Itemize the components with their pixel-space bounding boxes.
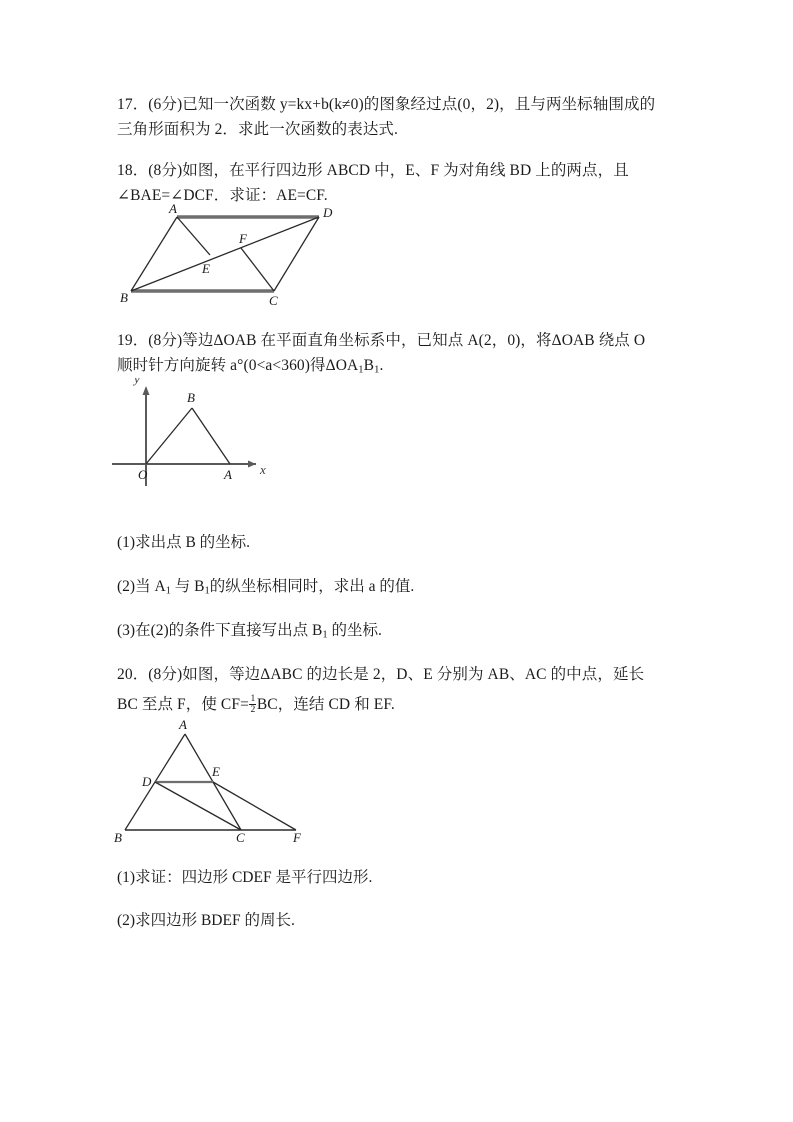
coordinate-axes-triangle-figure	[108, 378, 278, 490]
segment-cd	[155, 782, 241, 830]
question-20-line-1: 20．(8分)如图，等边ΔABC 的边长是 2，D、E 分别为 AB、AC 的中点，延长	[117, 666, 645, 683]
question-19-sub-2-item	[117, 574, 677, 603]
segment-cf	[241, 248, 274, 291]
vertex-label-d: D	[142, 774, 152, 789]
x-axis-label: x	[260, 462, 266, 477]
parallelogram-abcd-figure	[117, 203, 352, 308]
question-18-line-2: ∠BAE=∠DCF．求证：AE=CF.	[117, 187, 328, 204]
vertex-label-c: C	[269, 293, 278, 308]
question-20-sub-1-item	[117, 865, 677, 890]
segment-ob	[146, 408, 192, 464]
question-17-line-2: 三角形面积为 2．求此一次函数的表达式.	[117, 121, 399, 138]
vertex-label-d: D	[323, 205, 333, 220]
question-19-sub-3-post: 的坐标.	[327, 622, 382, 639]
question-19-line-2-mid: B	[363, 357, 375, 374]
vertex-label-a: A	[169, 203, 177, 216]
vertex-label-b: B	[114, 830, 122, 843]
triangle-abc-extended-figure	[113, 718, 313, 843]
question-20-sub-2-text: (2)求四边形 BDEF 的周长.	[117, 912, 295, 929]
y-axis-label: y	[134, 378, 140, 386]
vertex-label-a: A	[179, 718, 187, 732]
segment-dc	[274, 217, 319, 291]
question-19-sub-2-subscript-1: 1	[165, 585, 171, 597]
vertex-label-e: E	[202, 261, 210, 276]
segment-ae	[177, 217, 210, 255]
question-19-line-2-post: .	[379, 357, 384, 374]
question-20	[117, 660, 683, 720]
question-19-sub-1-text: (1)求出点 B 的坐标.	[117, 534, 251, 551]
question-19	[117, 328, 683, 382]
vertex-label-f: F	[239, 231, 247, 246]
y-axis-arrow	[143, 386, 150, 395]
vertex-label-a: A	[224, 467, 232, 482]
question-19-sub-2: 1	[374, 364, 380, 376]
vertex-label-f: F	[293, 830, 301, 843]
question-20-line-2-post: BC，连结 CD 和 EF.	[256, 696, 395, 713]
question-19-sub-3-subscript-1: 1	[322, 629, 328, 641]
question-19-sub-2-pre: (2)当 A	[117, 578, 166, 595]
question-20-line-2	[117, 690, 683, 720]
question-19-sub-3-item	[117, 618, 677, 647]
question-19-sub-2-post: 的纵坐标相同时，求出 a 的值.	[209, 578, 415, 595]
origin-label-o: O	[138, 467, 148, 482]
question-19-sub-2-subscript-2: 1	[204, 585, 210, 597]
segment-ba	[192, 408, 230, 464]
question-19-line-2-pre: 顺时针方向旋转 a°(0<a<360)得ΔOA	[117, 357, 359, 374]
question-18	[117, 158, 683, 208]
question-20-sub-1-text: (1)求证：四边形 CDEF 是平行四边形.	[117, 869, 373, 886]
fraction-denominator: 2	[250, 704, 256, 716]
fraction-one-half	[249, 694, 256, 715]
question-19-sub-1: 1	[358, 364, 364, 376]
question-20-line-2-pre: BC 至点 F，使 CF=	[117, 696, 249, 713]
fraction-numerator: 1	[250, 693, 256, 705]
question-19-line-1: 19．(8分)等边ΔOAB 在平面直角坐标系中，已知点 A(2，0)，将ΔOAB 绕点 O	[117, 332, 646, 349]
diagonal-bd	[131, 217, 319, 291]
question-17-line-1: 17．(6分)已知一次函数 y=kx+b(k≠0)的图象经过点(0，2)，且与两坐标轴围成的	[117, 96, 656, 113]
question-18-line-1: 18．(8分)如图，在平行四边形 ABCD 中，E、F 为对角线 BD 上的两点，且	[117, 162, 629, 179]
x-axis-arrow	[248, 461, 256, 468]
question-19-sub-2-mid: 与 B	[170, 578, 205, 595]
segment-ab	[131, 217, 177, 291]
segment-ef	[213, 782, 296, 830]
question-17	[117, 92, 683, 142]
vertex-label-c: C	[236, 830, 245, 843]
vertex-label-e: E	[212, 764, 220, 779]
question-19-sub-1-item	[117, 530, 677, 555]
question-20-sub-2-item	[117, 908, 677, 933]
vertex-label-b: B	[120, 290, 128, 305]
question-19-sub-3-pre: (3)在(2)的条件下直接写出点 B	[117, 622, 323, 639]
vertex-label-b: B	[187, 390, 195, 405]
